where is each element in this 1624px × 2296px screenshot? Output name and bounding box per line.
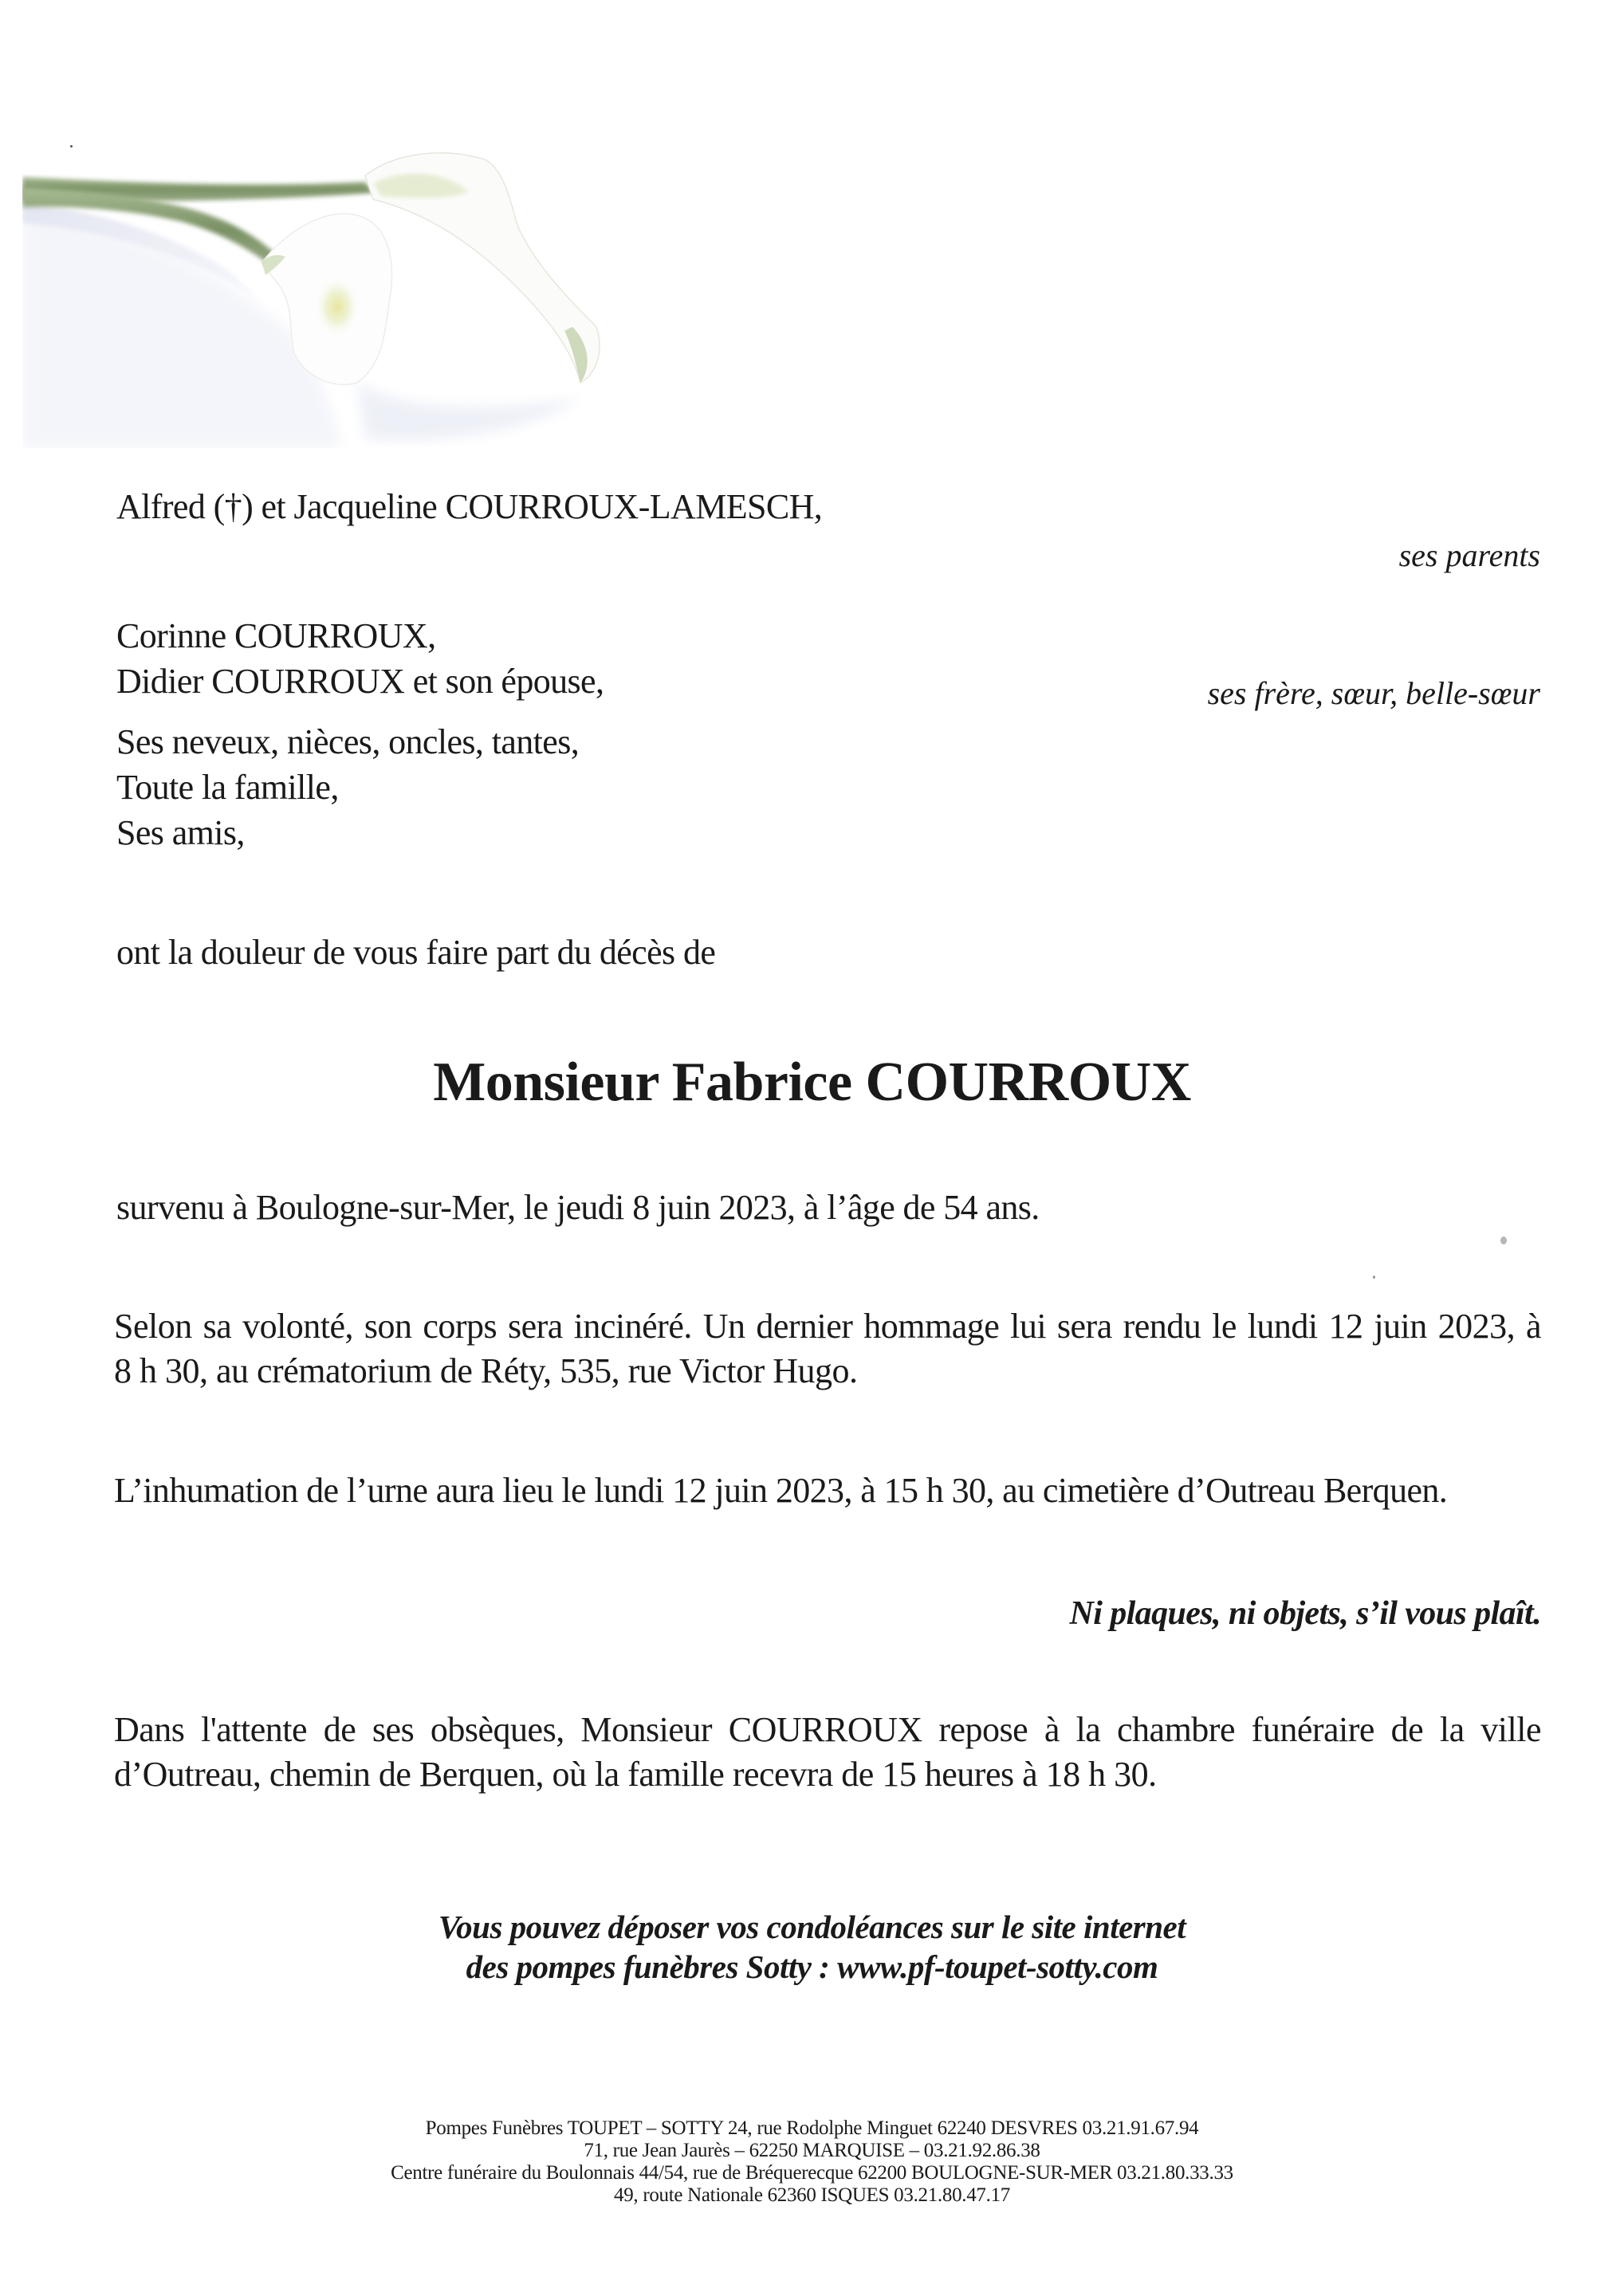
family-other-line: Toute la famille, [116,768,339,807]
family-other-line: Ses amis, [116,813,245,852]
condolences-line-with-url[interactable]: des pompes funèbres Sotty : www.pf-toupet-sotty.com [466,1948,1158,1985]
burial-info: L’inhumation de l’urne aura lieu le lundi 12 juin 2023, à 15 h 30, au cimetière d’Outreau Berquen. [114,1471,1448,1510]
condolences-line: Vous pouvez déposer vos condoléances sur le site internet [438,1909,1186,1945]
visitation-line: Dans l'attente de ses obsèques, Monsieur COURROUX repose à la chambre funéraire de la ville [114,1710,1541,1749]
funeral-home-footer [0,2117,1624,2207]
family-parents-line: Alfred (†) et Jacqueline COURROUX-LAMESCH, [116,487,823,526]
relation-label-parents: ses parents [1398,537,1540,573]
ceremony-line: Selon sa volonté, son corps sera incinéré. Un dernier hommage lui sera rendu le lundi 12 juin 2023, à [114,1307,1541,1346]
footer-line: Pompes Funèbres TOUPET – SOTTY 24, rue Rodolphe Minguet 62240 DESVRES 03.21.91.67.94 [425,2117,1199,2139]
family-other-line: Ses neveux, nièces, oncles, tantes, [116,722,580,761]
relation-label-siblings: ses frère, sœur, belle-sœur [1207,675,1540,711]
footer-line: 49, route Nationale 62360 ISQUES 03.21.80.47.17 [614,2184,1010,2206]
calla-lily-image [22,144,622,448]
visitation-paragraph [114,1708,1541,1797]
death-info: survenu à Boulogne-sur-Mer, le jeudi 8 juin 2023, à l’âge de 54 ans. [116,1188,1040,1227]
ceremony-paragraph [114,1304,1541,1394]
deceased-name-heading: Monsieur Fabrice COURROUX [433,1052,1191,1113]
visitation-line: d’Outreau, chemin de Berquen, où la famille recevra de 15 heures à 18 h 30. [114,1755,1157,1794]
scan-speck [1500,1236,1507,1244]
scan-speck [70,145,73,147]
ceremony-line: 8 h 30, au crématorium de Réty, 535, rue Victor Hugo. [114,1351,858,1390]
family-sibling-line: Corinne COURROUX, [116,616,436,655]
condolences-notice [0,1907,1624,1987]
no-flowers-notice: Ni plaques, ni objets, s’il vous plaît. [1069,1595,1541,1632]
announcement-intro: ont la douleur de vous faire part du décès de [116,933,716,972]
scan-speck [1373,1276,1375,1279]
footer-line: 71, rue Jean Jaurès – 62250 MARQUISE – 03.21.92.86.38 [584,2140,1040,2161]
footer-line: Centre funéraire du Boulonnais 44/54, rue de Bréquerecque 62200 BOULOGNE-SUR-MER 03.21.80.33.33 [391,2162,1233,2184]
family-sibling-line: Didier COURROUX et son épouse, [116,662,604,701]
